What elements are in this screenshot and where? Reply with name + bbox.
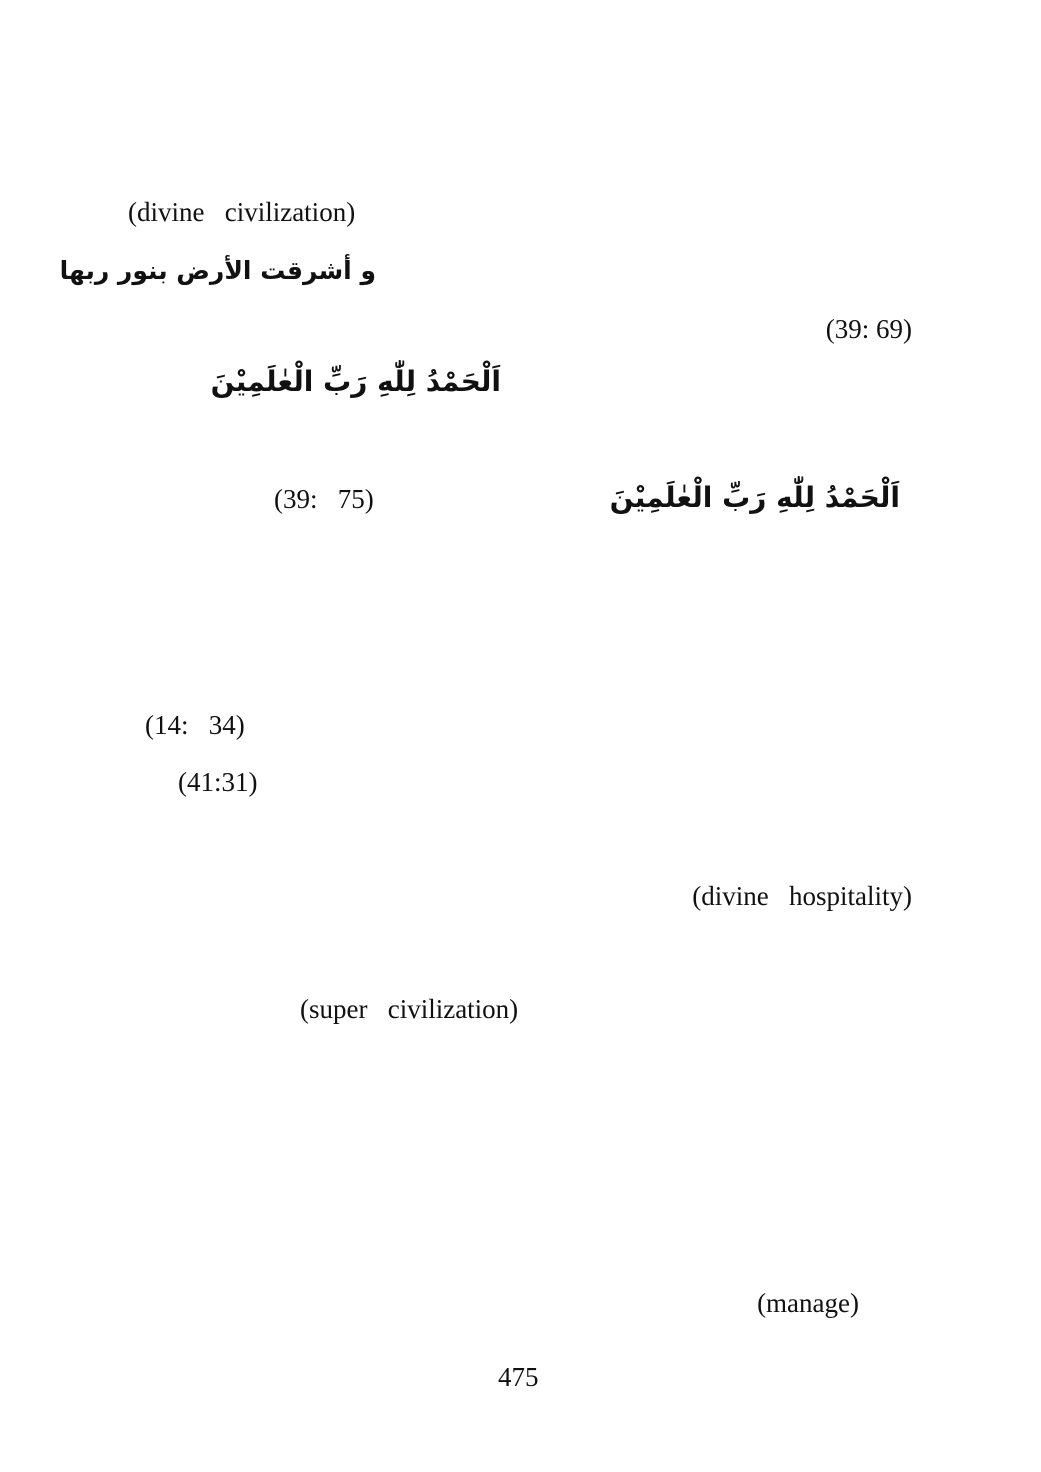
manage-note: (manage) xyxy=(757,1288,859,1318)
verse-reference-39-69: (39: 69) xyxy=(825,314,912,344)
alhamdulillah-calligraphy-2: اَلْحَمْدُ لِلّٰهِ رَبِّ الْعٰلَمِيْنَ xyxy=(609,481,900,514)
divine-hospitality-note: (divine hospitality) xyxy=(692,881,912,911)
verse-reference-39-75: (39: 75) xyxy=(274,484,374,514)
super-civilization-note: (super civilization) xyxy=(300,994,519,1024)
page-number: 475 xyxy=(498,1362,539,1392)
divine-civilization-note: (divine civilization) xyxy=(128,197,356,227)
verse-reference-14-34: (14: 34) xyxy=(145,710,245,740)
alhamdulillah-calligraphy-1: اَلْحَمْدُ لِلّٰهِ رَبِّ الْعٰلَمِيْنَ xyxy=(210,365,501,398)
verse-reference-41-31: (41:31) xyxy=(178,767,258,797)
arabic-verse-text: و أشرقت الأرض بنور ربها xyxy=(59,256,376,285)
